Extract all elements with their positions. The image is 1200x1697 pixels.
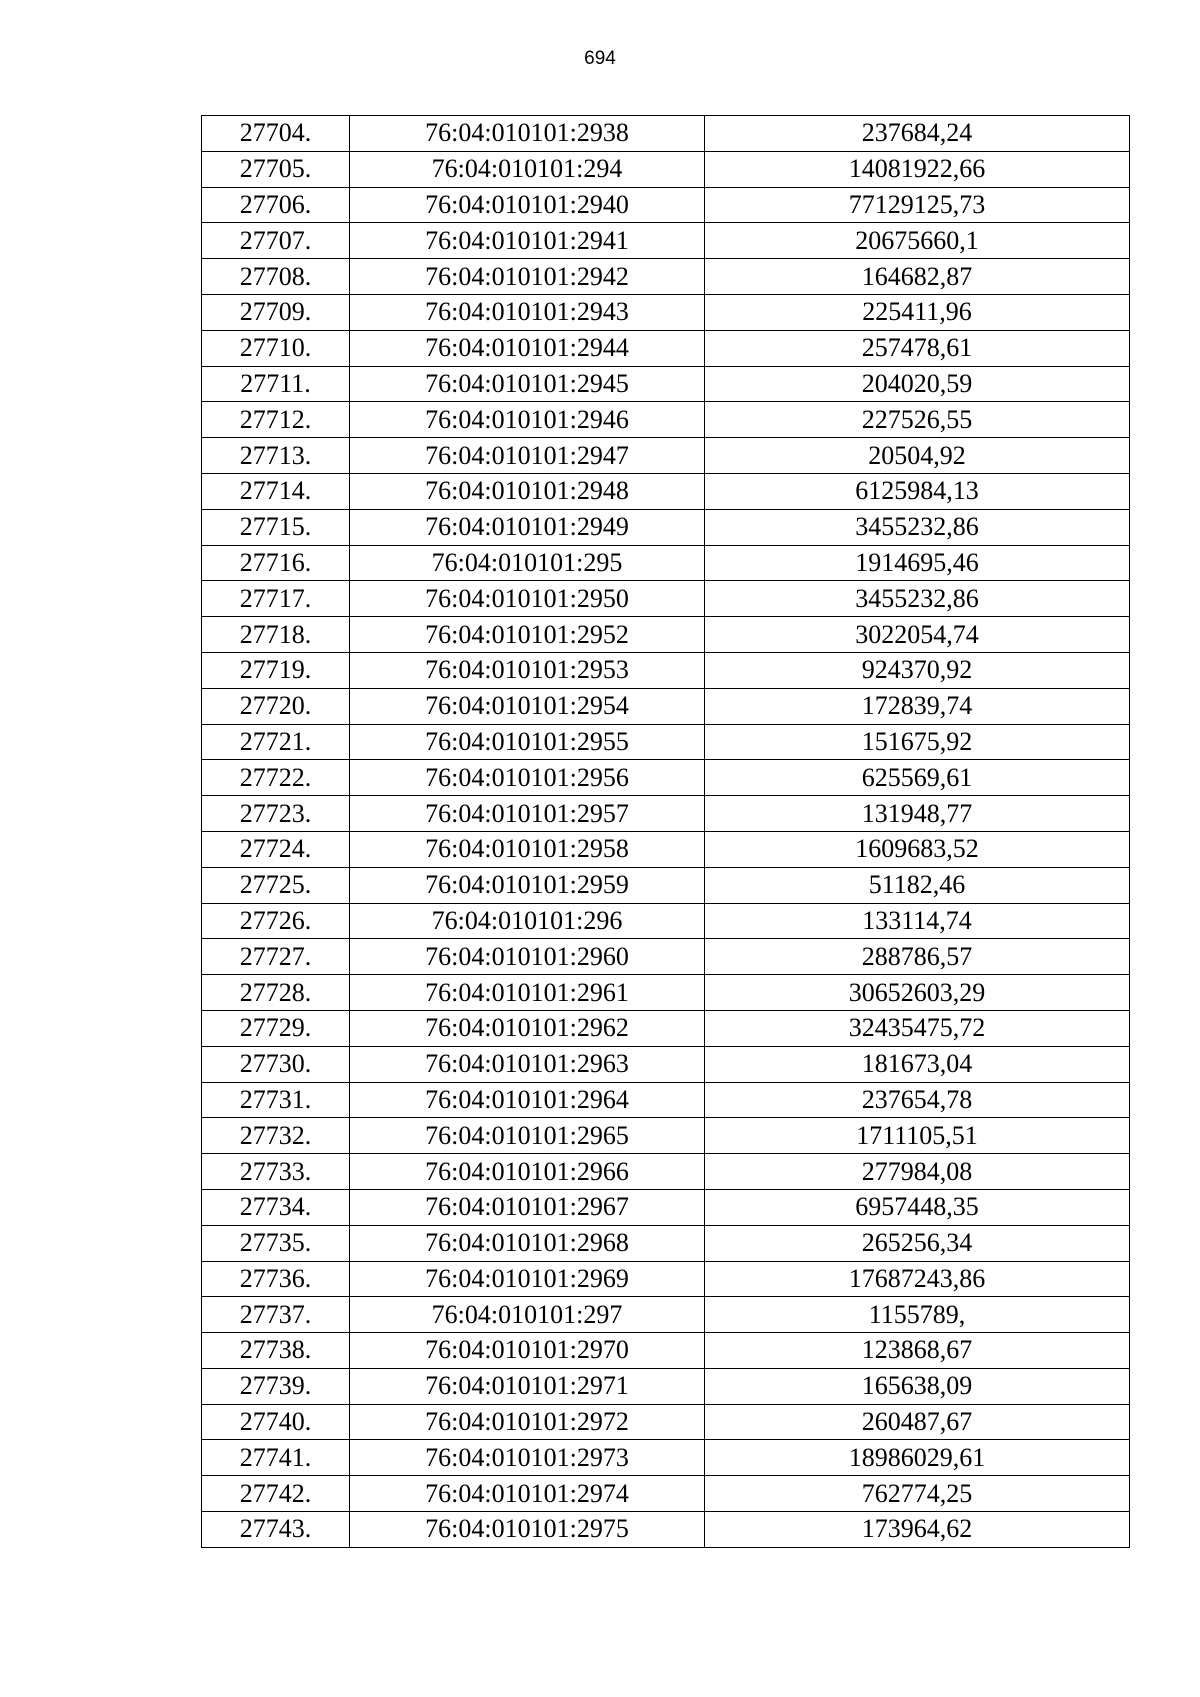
cadastral-value-cell: 3022054,74 [705,617,1130,653]
row-number-cell: 27741. [202,1440,350,1476]
cadastral-value-cell: 164682,87 [705,259,1130,295]
cadastral-number-cell: 76:04:010101:2942 [350,259,705,295]
cadastral-value-cell: 204020,59 [705,366,1130,402]
cadastral-value-cell: 288786,57 [705,939,1130,975]
table-row [202,438,1130,474]
row-number-cell: 27720. [202,688,350,724]
cadastral-number-cell: 76:04:010101:2943 [350,294,705,330]
cadastral-number-cell: 76:04:010101:2954 [350,688,705,724]
row-number-cell: 27715. [202,509,350,545]
table-row [202,259,1130,295]
row-number-cell: 27725. [202,867,350,903]
table-row [202,1333,1130,1369]
row-number-cell: 27732. [202,1118,350,1154]
cadastral-number-cell: 76:04:010101:2945 [350,366,705,402]
row-number-cell: 27738. [202,1333,350,1369]
cadastral-value-cell: 30652603,29 [705,975,1130,1011]
table-row [202,1297,1130,1333]
table-row [202,1082,1130,1118]
cadastral-value-cell: 123868,67 [705,1333,1130,1369]
table-row [202,402,1130,438]
cadastral-number-cell: 76:04:010101:2970 [350,1333,705,1369]
row-number-cell: 27739. [202,1368,350,1404]
cadastral-value-cell: 277984,08 [705,1154,1130,1190]
table-row [202,545,1130,581]
cadastral-value-cell: 172839,74 [705,688,1130,724]
cadastral-value-table [201,115,1130,1548]
row-number-cell: 27717. [202,581,350,617]
cadastral-value-cell: 20504,92 [705,438,1130,474]
cadastral-value-cell: 1711105,51 [705,1118,1130,1154]
cadastral-value-cell: 133114,74 [705,903,1130,939]
table-row [202,796,1130,832]
table-row [202,975,1130,1011]
cadastral-value-cell: 151675,92 [705,724,1130,760]
table-row [202,581,1130,617]
cadastral-number-cell: 76:04:010101:2950 [350,581,705,617]
cadastral-value-cell: 181673,04 [705,1046,1130,1082]
cadastral-value-cell: 237684,24 [705,116,1130,152]
table-row [202,116,1130,152]
cadastral-value-cell: 51182,46 [705,867,1130,903]
cadastral-value-cell: 1609683,52 [705,831,1130,867]
table-row [202,1368,1130,1404]
cadastral-number-cell: 76:04:010101:2962 [350,1010,705,1046]
table-row [202,831,1130,867]
cadastral-value-cell: 3455232,86 [705,581,1130,617]
row-number-cell: 27743. [202,1512,350,1548]
cadastral-value-cell: 762774,25 [705,1476,1130,1512]
cadastral-number-cell: 76:04:010101:2975 [350,1512,705,1548]
table-row [202,652,1130,688]
table-row [202,724,1130,760]
page-number: 694 [584,48,616,69]
table-row [202,1189,1130,1225]
row-number-cell: 27718. [202,617,350,653]
cadastral-number-cell: 76:04:010101:2960 [350,939,705,975]
cadastral-number-cell: 76:04:010101:2941 [350,223,705,259]
row-number-cell: 27706. [202,187,350,223]
table-body [202,116,1130,1548]
cadastral-value-cell: 32435475,72 [705,1010,1130,1046]
cadastral-value-cell: 20675660,1 [705,223,1130,259]
table-row [202,151,1130,187]
table-row [202,223,1130,259]
cadastral-number-cell: 76:04:010101:296 [350,903,705,939]
row-number-cell: 27705. [202,151,350,187]
cadastral-value-cell: 77129125,73 [705,187,1130,223]
cadastral-value-cell: 3455232,86 [705,509,1130,545]
row-number-cell: 27719. [202,652,350,688]
cadastral-number-cell: 76:04:010101:294 [350,151,705,187]
row-number-cell: 27704. [202,116,350,152]
cadastral-number-cell: 76:04:010101:2972 [350,1404,705,1440]
cadastral-number-cell: 76:04:010101:2963 [350,1046,705,1082]
cadastral-value-cell: 225411,96 [705,294,1130,330]
row-number-cell: 27734. [202,1189,350,1225]
table-row [202,1404,1130,1440]
cadastral-value-cell: 17687243,86 [705,1261,1130,1297]
row-number-cell: 27727. [202,939,350,975]
cadastral-value-cell: 257478,61 [705,330,1130,366]
row-number-cell: 27708. [202,259,350,295]
cadastral-number-cell: 76:04:010101:2955 [350,724,705,760]
row-number-cell: 27737. [202,1297,350,1333]
row-number-cell: 27722. [202,760,350,796]
cadastral-number-cell: 76:04:010101:2953 [350,652,705,688]
row-number-cell: 27726. [202,903,350,939]
cadastral-number-cell: 76:04:010101:2974 [350,1476,705,1512]
cadastral-value-cell: 6957448,35 [705,1189,1130,1225]
cadastral-number-cell: 76:04:010101:2966 [350,1154,705,1190]
cadastral-value-cell: 227526,55 [705,402,1130,438]
cadastral-value-cell: 625569,61 [705,760,1130,796]
cadastral-value-cell: 165638,09 [705,1368,1130,1404]
table-row [202,867,1130,903]
row-number-cell: 27724. [202,831,350,867]
table-row [202,688,1130,724]
cadastral-value-cell: 14081922,66 [705,151,1130,187]
table-row [202,760,1130,796]
cadastral-value-cell: 237654,78 [705,1082,1130,1118]
cadastral-value-cell: 131948,77 [705,796,1130,832]
row-number-cell: 27723. [202,796,350,832]
cadastral-number-cell: 76:04:010101:2965 [350,1118,705,1154]
row-number-cell: 27731. [202,1082,350,1118]
cadastral-number-cell: 76:04:010101:2968 [350,1225,705,1261]
cadastral-value-cell: 173964,62 [705,1512,1130,1548]
table-row [202,939,1130,975]
row-number-cell: 27712. [202,402,350,438]
table-row [202,330,1130,366]
table-row [202,187,1130,223]
table-row [202,473,1130,509]
table-row [202,617,1130,653]
cadastral-number-cell: 76:04:010101:2940 [350,187,705,223]
table-row [202,1512,1130,1548]
row-number-cell: 27735. [202,1225,350,1261]
row-number-cell: 27728. [202,975,350,1011]
table-row [202,1476,1130,1512]
cadastral-number-cell: 76:04:010101:2946 [350,402,705,438]
cadastral-number-cell: 76:04:010101:2956 [350,760,705,796]
table-row [202,1225,1130,1261]
cadastral-number-cell: 76:04:010101:2964 [350,1082,705,1118]
cadastral-number-cell: 76:04:010101:2949 [350,509,705,545]
cadastral-number-cell: 76:04:010101:2947 [350,438,705,474]
cadastral-value-cell: 924370,92 [705,652,1130,688]
cadastral-number-cell: 76:04:010101:295 [350,545,705,581]
table-row [202,509,1130,545]
row-number-cell: 27740. [202,1404,350,1440]
row-number-cell: 27711. [202,366,350,402]
cadastral-number-cell: 76:04:010101:2938 [350,116,705,152]
row-number-cell: 27729. [202,1010,350,1046]
row-number-cell: 27742. [202,1476,350,1512]
cadastral-number-cell: 76:04:010101:2948 [350,473,705,509]
table-row [202,294,1130,330]
cadastral-value-cell: 18986029,61 [705,1440,1130,1476]
row-number-cell: 27733. [202,1154,350,1190]
row-number-cell: 27710. [202,330,350,366]
cadastral-number-cell: 76:04:010101:2969 [350,1261,705,1297]
cadastral-number-cell: 76:04:010101:2967 [350,1189,705,1225]
cadastral-value-cell: 260487,67 [705,1404,1130,1440]
row-number-cell: 27713. [202,438,350,474]
cadastral-number-cell: 76:04:010101:2973 [350,1440,705,1476]
cadastral-number-cell: 76:04:010101:2958 [350,831,705,867]
table-row [202,1046,1130,1082]
table-row [202,903,1130,939]
cadastral-number-cell: 76:04:010101:2959 [350,867,705,903]
table-row [202,366,1130,402]
cadastral-value-cell: 265256,34 [705,1225,1130,1261]
cadastral-value-cell: 6125984,13 [705,473,1130,509]
cadastral-number-cell: 76:04:010101:297 [350,1297,705,1333]
cadastral-value-cell: 1155789, [705,1297,1130,1333]
cadastral-number-cell: 76:04:010101:2952 [350,617,705,653]
row-number-cell: 27730. [202,1046,350,1082]
row-number-cell: 27714. [202,473,350,509]
cadastral-value-cell: 1914695,46 [705,545,1130,581]
table-row [202,1010,1130,1046]
table-row [202,1440,1130,1476]
table-row [202,1154,1130,1190]
row-number-cell: 27716. [202,545,350,581]
cadastral-number-cell: 76:04:010101:2961 [350,975,705,1011]
row-number-cell: 27721. [202,724,350,760]
cadastral-number-cell: 76:04:010101:2944 [350,330,705,366]
row-number-cell: 27736. [202,1261,350,1297]
cadastral-number-cell: 76:04:010101:2957 [350,796,705,832]
table-row [202,1261,1130,1297]
cadastral-number-cell: 76:04:010101:2971 [350,1368,705,1404]
row-number-cell: 27707. [202,223,350,259]
table-row [202,1118,1130,1154]
row-number-cell: 27709. [202,294,350,330]
